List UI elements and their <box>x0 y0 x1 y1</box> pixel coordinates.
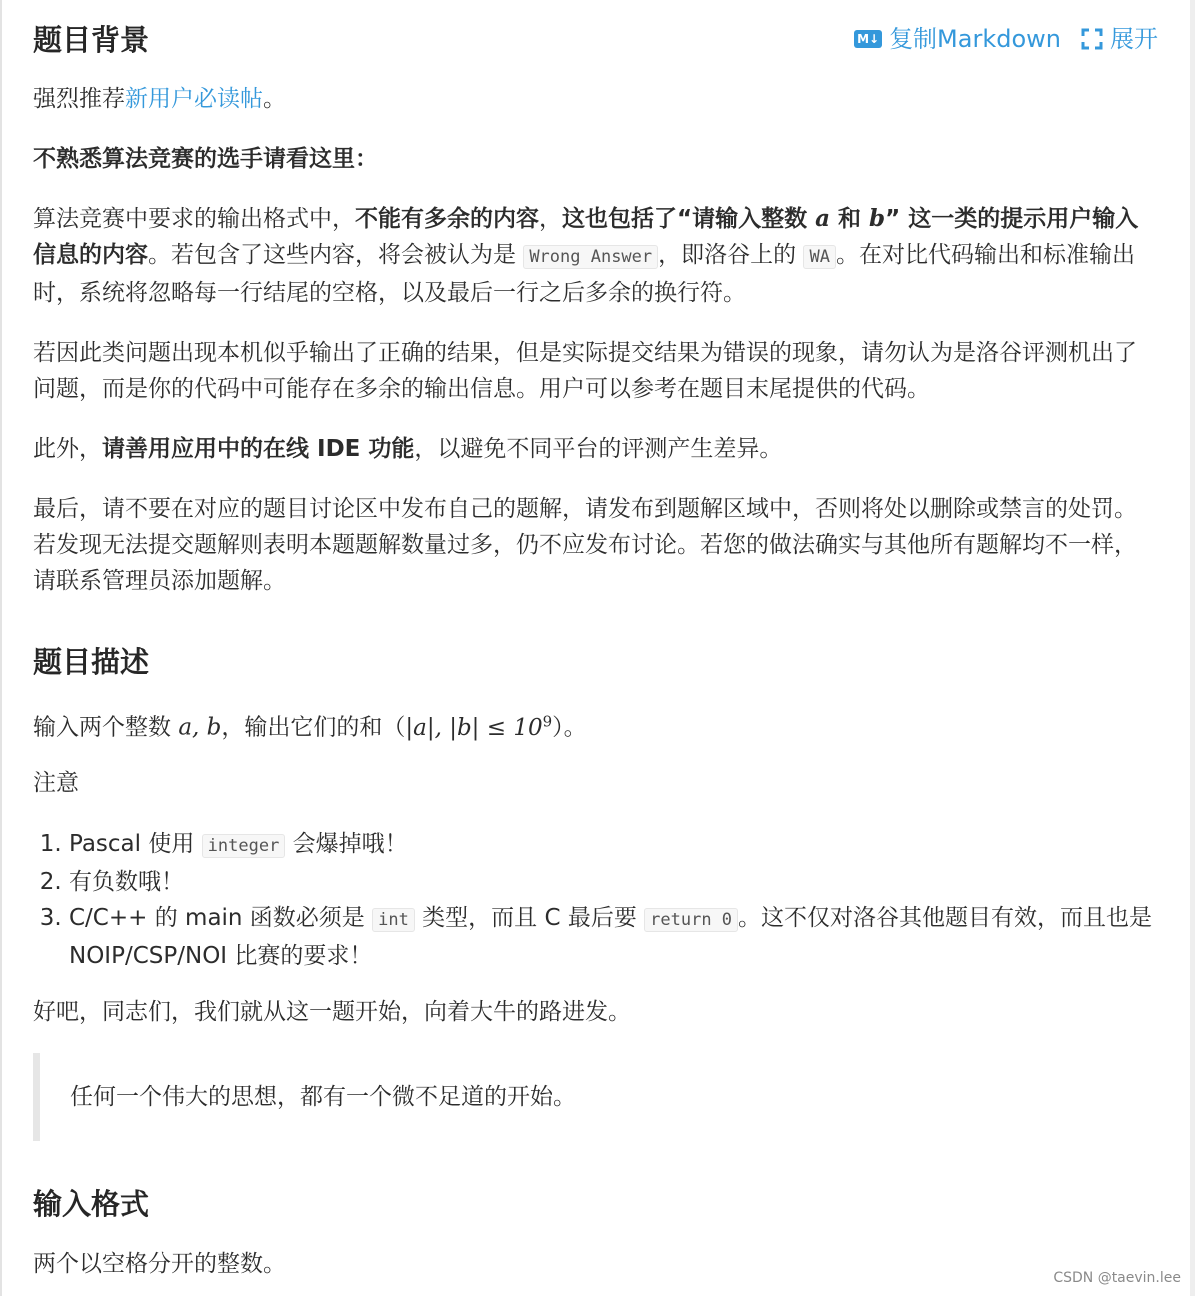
section-title-background: 题目背景 <box>33 23 150 57</box>
p3-bold-2b: 和 <box>830 206 870 232</box>
note-label: 注意 <box>33 770 79 796</box>
p5-text-a: 此外， <box>33 436 102 462</box>
recommend-paragraph <box>33 81 1158 117</box>
unfamiliar-heading: 不熟悉算法竞赛的选手请看这里： <box>33 146 378 172</box>
recommend-text: 强烈推荐 <box>33 86 125 112</box>
code-wa: WA <box>803 245 835 269</box>
recommend-period: 。 <box>263 86 286 112</box>
solution-policy-paragraph: 最后，请不要在对应的题目讨论区中发布自己的题解，请发布到题解区域中，否则将处以删除或禁言的处罚。若发现无法提交题解则表明本题题解数量过多，仍不应发布讨论。若您的做法确实与其他所有题解均不一样，请联系管理员添加题解。 <box>33 496 1137 594</box>
ide-paragraph <box>33 431 1158 467</box>
judge-issue-paragraph: 若因此类问题出现本机似乎输出了正确的结果，但是实际提交结果为错误的现象，请勿认为是洛谷评测机出了问题，而是你的代码中可能存在多余的输出信息。用户可以参考在题目末尾提供的代码。 <box>33 340 1137 402</box>
p3-text-e: ，即洛谷上的 <box>658 242 804 268</box>
math-constraint-base: |a|, |b| ≤ 10 <box>405 714 543 741</box>
desc-text-b: ，输出它们的和（ <box>221 714 406 741</box>
p5-bold: 请善用应用中的在线 IDE 功能 <box>102 436 415 462</box>
expand-label: 展开 <box>1110 25 1158 53</box>
p3-comma: ， <box>539 206 562 232</box>
section-title-input-format: 输入格式 <box>33 1187 150 1221</box>
var-a: a <box>815 205 831 232</box>
csdn-watermark: CSDN @taevin.lee <box>1053 1270 1181 1286</box>
item1-text-b: 会爆掉哦！ <box>285 831 408 857</box>
input-format-text: 两个以空格分开的整数。 <box>33 1251 286 1277</box>
list-item: 2. 有负数哦！ <box>69 864 1194 900</box>
code-int: int <box>372 908 415 932</box>
copy-markdown-label: 复制Markdown <box>889 25 1061 53</box>
quote-block <box>33 1053 1195 1141</box>
p3-text-f: 。在对比代码输出和标准输出时，系统将忽略每一行结尾的空格，以及最后一行之后多余的换行符。 <box>33 242 1135 306</box>
var-b: b <box>869 205 886 232</box>
desc-text-c: ）。 <box>552 714 587 741</box>
code-integer: integer <box>202 834 286 858</box>
list-item <box>69 826 1194 864</box>
list-item <box>69 900 1194 974</box>
code-return-0: return 0 <box>644 908 738 932</box>
p3-bold-1: 不能有多余的内容 <box>355 206 539 232</box>
item3-text-c: 。这不仅对洛谷其他题目有效，而且也是 NOIP/CSP/NOI 比赛的要求！ <box>69 905 1153 969</box>
p3-bold-2a: 这也包括了“请输入整数 <box>562 206 816 232</box>
item3-text-b: 类型，而且 C 最后要 <box>414 905 645 931</box>
math-exponent: 9 <box>542 712 553 730</box>
output-format-paragraph <box>33 201 1158 311</box>
new-user-guide-link[interactable]: 新用户必读帖 <box>125 86 263 112</box>
notes-list <box>33 826 1194 974</box>
math-vars-ab: a, b <box>178 714 222 741</box>
markdown-icon: M↓ <box>854 30 882 48</box>
item3-text-a: C/C++ 的 main 函数必须是 <box>69 905 373 931</box>
item1-text-a: Pascal 使用 <box>69 831 202 857</box>
left-border <box>0 0 2 1296</box>
desc-text-a: 输入两个整数 <box>33 714 179 741</box>
code-wrong-answer: Wrong Answer <box>523 245 658 269</box>
quote-text: 任何一个伟大的思想，都有一个微不足道的开始。 <box>70 1084 576 1110</box>
p3-text-d: 。若包含了这些内容，将会被认为是 <box>148 242 524 268</box>
p5-text-c: ，以避免不同平台的评测产生差异。 <box>414 436 783 462</box>
closing-paragraph: 好吧，同志们，我们就从这一题开始，向着大牛的路进发。 <box>33 999 631 1025</box>
section-title-description: 题目描述 <box>33 645 150 679</box>
p3-bold-2c: ” 这一类的提示用户输入信息的内容 <box>33 206 1139 268</box>
p3-text-a: 算法竞赛中要求的输出格式中， <box>33 206 355 232</box>
description-line <box>33 703 1158 746</box>
math-constraint <box>405 712 553 741</box>
